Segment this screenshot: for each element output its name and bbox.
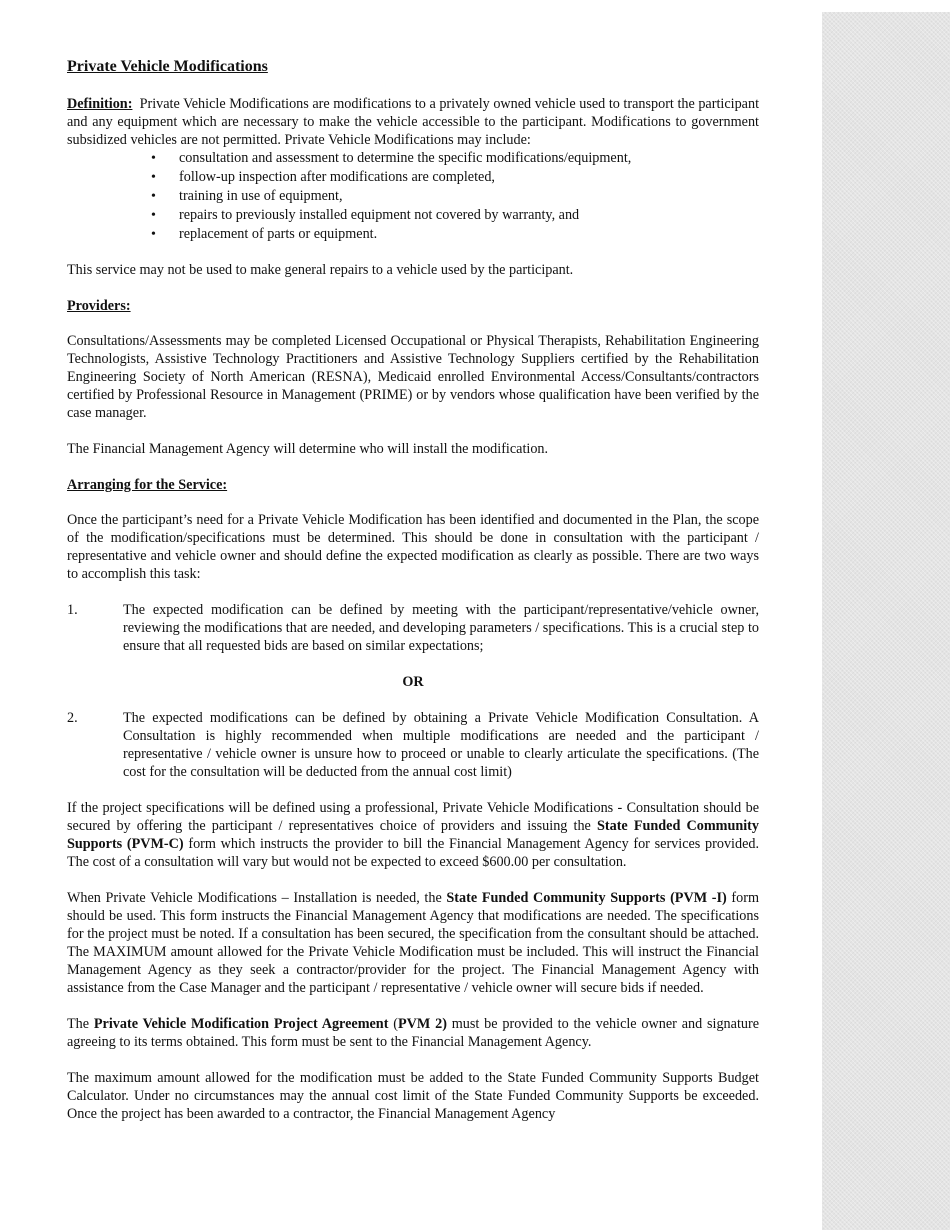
definition-paragraph (67, 95, 759, 149)
list-item: • follow-up inspection after modifications are completed, (179, 168, 759, 187)
pvm-2-form-code: PVM 2) (397, 1016, 447, 1032)
arranging-heading: Arranging for the Service: (67, 477, 228, 493)
installation-text-pre: When Private Vehicle Modifications – Installation is needed, the (67, 890, 447, 906)
option-1-number: 1. (67, 602, 78, 618)
definition-text: Private Vehicle Modifications are modifications to a privately owned vehicle used to transport the participant and any equipment which are necessary to make the vehicle accessible to the participant. Modifications to government subsidized vehicles are not permitted. Private Vehicle Modifications may include: (67, 96, 760, 148)
or-separator: OR (402, 674, 424, 690)
definition-list (67, 149, 759, 244)
side-margin-panel (822, 12, 950, 1230)
pvm-c-form-name: State Funded Community Supports (PVM-C) (67, 818, 759, 852)
option-1-text: The expected modification can be defined by meeting with the participant/representative/vehicle owner, reviewing the modifications that are needed, and developing parameters / specifications. This is a crucial step to ensure that all requested bids are based on similar expectations; (123, 602, 759, 654)
consultation-text-pre: If the project specifications will be defined using a professional, Private Vehicle Modifications - Consultation should be secured by offering the participant / representatives choice of providers and issuing the (67, 800, 759, 834)
consultation-text-post: form which instructs the provider to bill the Financial Management Agency for services provided. The cost of a consultation will vary but would not be expected to exceed $600.00 per consultation. (67, 836, 760, 870)
installation-paragraph (67, 889, 759, 997)
definition-label: Definition: (67, 96, 133, 112)
option-2-number: 2. (67, 710, 78, 726)
consultation-paragraph (67, 799, 759, 871)
installer-paragraph: The Financial Management Agency will determine who will install the modification. (67, 441, 549, 457)
arranging-intro: Once the participant’s need for a Private Vehicle Modification has been identified and documented in the Plan, the scope of the modification/specifications must be determined. This should be done in consultation with the participant / representative and vehicle owner and should define the expected modification as clearly as possible. There are two ways to accomplish this task: (67, 512, 759, 582)
providers-paragraph: Consultations/Assessments may be completed Licensed Occupational or Physical Therapists, Rehabilitation Engineering Technologists, Assistive Technology Practitioners and Assistive Technology Suppliers certified by the Rehabilitation Engineering Society of North American (RESNA), Medicaid enrolled Environmental Access/Consultants/contractors certified by Professional Resource in Management (PRIME) or by vendors whose qualification have been verified by the case manager. (67, 333, 759, 421)
list-item: • consultation and assessment to determine the specific modifications/equipment, (179, 149, 759, 168)
list-item: • training in use of equipment, (179, 187, 759, 206)
providers-heading: Providers: (67, 298, 131, 314)
list-item: • replacement of parts or equipment. (179, 225, 759, 244)
page-title: Private Vehicle Modifications (67, 58, 268, 75)
installation-text-post: form should be used. This form instructs the Financial Management Agency that modifications are needed. The specifications for the project must be noted. If a consultation has been secured, the specification from the consultant should be attached. The MAXIMUM amount allowed for the Private Vehicle Modification must be included. This will instruct the Financial Management Agency as they seek a contractor/provider for the project. The Financial Management Agency with assistance from the Case Manager and the participant / representative / vehicle owner will secure bids if needed. (67, 890, 759, 996)
agreement-text-pre: The (67, 1016, 94, 1032)
document-content (67, 57, 759, 1141)
agreement-text-post: must be provided to the vehicle owner and signature agreeing to its terms obtained. This form must be sent to the Financial Management Agency. (67, 1016, 760, 1050)
maximum-paragraph: The maximum amount allowed for the modification must be added to the State Funded Community Supports Budget Calculator. Under no circumstances may the annual cost limit of the State Funded Community Supports be exceeded. Once the project has been awarded to a contractor, the Financial Management Agency (67, 1070, 759, 1122)
option-2 (67, 709, 759, 781)
option-1 (67, 601, 759, 655)
agreement-paragraph (67, 1015, 759, 1051)
agreement-form-name: Private Vehicle Modification Project Agreement (93, 1016, 389, 1032)
list-item: • repairs to previously installed equipment not covered by warranty, and (179, 206, 759, 225)
agreement-text-mid: ( (388, 1016, 398, 1032)
option-2-text: The expected modifications can be defined by obtaining a Private Vehicle Modification Consultation. A Consultation is highly recommended when multiple modifications are needed and the participant / representative / vehicle owner is unsure how to proceed or unable to clearly articulate the specifications. (The cost for the consultation will be deducted from the annual cost limit) (123, 710, 759, 780)
restriction-paragraph: This service may not be used to make general repairs to a vehicle used by the participant. (67, 262, 574, 278)
pvm-i-form-name: State Funded Community Supports (PVM -I) (446, 890, 727, 906)
